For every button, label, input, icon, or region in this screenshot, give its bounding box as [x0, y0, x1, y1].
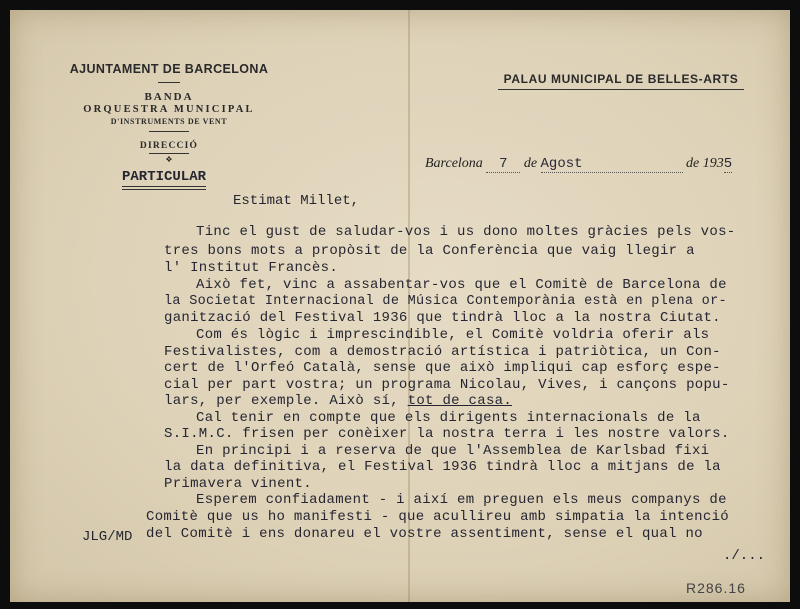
body-line: Això fet, vinc a assabentar-vos que el Comitè de Barcelona de: [196, 277, 727, 293]
particular-marking: [122, 169, 206, 185]
letterhead-rule: [149, 131, 189, 132]
body-line: En principi i a reserva de que l'Assemblea de Karlsbad fixi: [196, 443, 710, 459]
body-line: Esperem confiadament - i així em preguen els meus companys de: [196, 492, 727, 508]
date-day-field: [486, 156, 520, 173]
particular-underline: [122, 186, 206, 187]
underlined-phrase: tot de casa.: [407, 393, 513, 409]
date-line: [425, 156, 765, 173]
body-line: Tinc el gust de saludar-vos i us dono moltes gràcies pels vos-: [196, 224, 736, 240]
body-line: ganització del Festival 1936 que tindrà lloc a la nostra Ciutat.: [164, 310, 721, 326]
body-line: cial per part vostra; un programa Nicolau, Vives, i cançons popu-: [164, 377, 730, 393]
body-line: Com és lògic i imprescindible, el Comitè voldria oferir als: [196, 327, 710, 343]
letterhead-city-council: AJUNTAMENT DE BARCELONA: [69, 62, 269, 76]
letterhead-rule: [149, 153, 189, 154]
letterhead-direction: DIRECCIÓ: [139, 141, 199, 151]
body-line: [164, 393, 512, 409]
date-month-field: [541, 156, 683, 173]
letterhead-right: [498, 72, 744, 90]
body-line: S.I.M.C. frisen per conèixer la nostra terra i les nostre valors.: [164, 426, 730, 442]
body-line: la Societat Internacional de Música Contemporània està en plena or-: [164, 294, 727, 309]
date-day: 7: [499, 156, 508, 172]
date-de-1: de: [523, 156, 538, 171]
body-line: Primavera vinent.: [164, 476, 312, 492]
archive-reference: R286.16: [686, 580, 746, 596]
body-line: l' Institut Francès.: [164, 260, 339, 276]
letterhead-instruments: D'INSTRUMENTS DE VENT: [110, 117, 228, 126]
body-line: Comitè que us ho manifesti - que acullireu amb simpatia la intenció: [146, 509, 729, 525]
body-line: Cal tenir en compte que els dirigents internacionals de la: [196, 410, 701, 426]
greeting: Estimat Millet,: [233, 193, 360, 209]
body-line: cert de l'Orfeó Català, sense que això impliqui cap esforç espe-: [164, 360, 721, 376]
particular-text: PARTICULAR: [122, 169, 207, 185]
date-year-prefix: 193: [702, 156, 724, 171]
body-line: tres bons mots a propòsit de la Conferència que vaig llegir a: [164, 243, 695, 259]
body-line: Festivalistes, com a demostració artística i patriòtica, un Con-: [164, 344, 721, 360]
date-year-suffix: 5: [723, 156, 733, 172]
date-month: Agost: [540, 156, 583, 172]
letterhead-palace-title: PALAU MUNICIPAL DE BELLES-ARTS: [503, 72, 739, 86]
particular-underline: [122, 189, 206, 190]
body-line: la data definitiva, el Festival 1936 tindrà lloc a mitjans de la: [164, 459, 721, 475]
continuation-mark: ./...: [723, 548, 766, 564]
ornament-icon: ❖: [165, 155, 173, 164]
letterhead-orchestra: ORQUESTRA MUNICIPAL: [83, 104, 255, 115]
typist-initials: JLG/MD: [82, 529, 133, 545]
letterhead-rule: [158, 82, 180, 83]
letterhead-rule: [498, 89, 744, 90]
body-line-text: lars, per exemple. Això sí,: [164, 393, 399, 409]
date-city: Barcelona: [425, 156, 483, 171]
letterhead-left: [68, 62, 270, 165]
date-de-2: de: [686, 156, 700, 171]
letterhead-banda: BANDA: [144, 91, 194, 103]
body-line: del Comitè i ens donareu el vostre assentiment, sense el qual no: [146, 526, 703, 542]
